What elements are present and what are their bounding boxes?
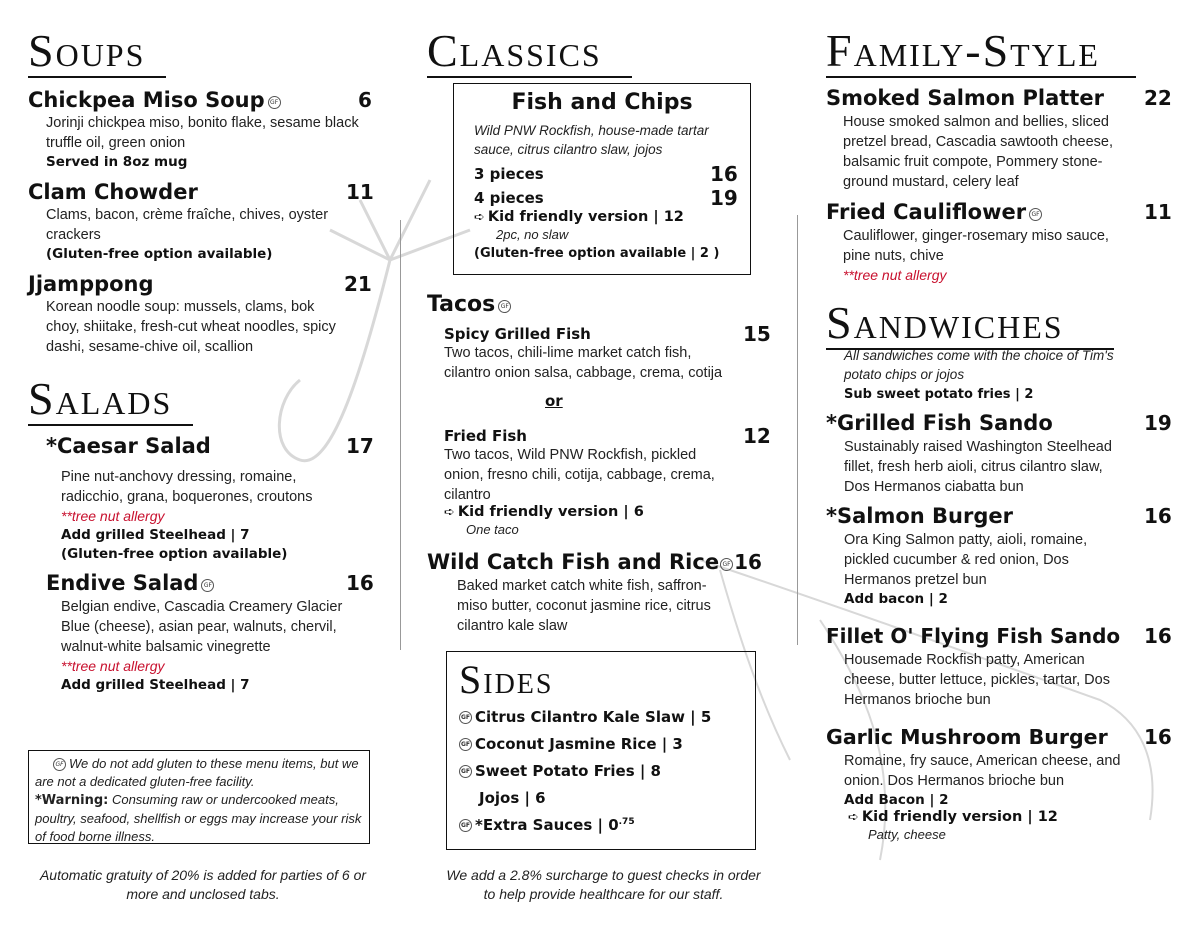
gluten-free-icon: GF (459, 711, 472, 724)
gluten-free-icon: GF (268, 96, 281, 109)
item-price: 22 (1144, 86, 1172, 110)
side-item (459, 791, 745, 818)
item-addon: Add grilled Steelhead | 7 (61, 527, 250, 543)
kid-friendly-option (474, 210, 738, 225)
salad-item (46, 436, 376, 564)
item-description: Jorinji chickpea miso, bonito flake, sesame black truffle oil, green onion (46, 115, 359, 151)
column-divider-left (400, 220, 401, 650)
item-description: Sustainably raised Washington Steelhead fillet, fresh herb aioli, citrus cilantro slaw, Dos Hermanos ciabatta bun (844, 439, 1112, 495)
kid-friendly-option (848, 810, 1176, 825)
family-style-heading: Family-Style (826, 28, 1136, 78)
item-description: Clams, bacon, crème fraîche, chives, oyster crackers (46, 207, 329, 243)
gluten-free-text: We do not add gluten to these menu items, but we are not a dedicated gluten-free facility. (35, 756, 359, 789)
gluten-free-icon: GF (201, 579, 214, 592)
salad-item (46, 573, 376, 695)
item-name: Fried Fish (444, 427, 527, 445)
item-name: Spicy Grilled Fish (444, 325, 591, 343)
fish-icon: ➪ (848, 810, 859, 825)
item-name: Jjamppong (28, 272, 154, 296)
gluten-free-icon: GF (459, 819, 472, 832)
portion-option (474, 164, 738, 188)
kid-friendly-label: Kid friendly version | 12 (487, 209, 684, 225)
warning-label: *Warning: (35, 793, 109, 808)
warning-text: Consuming raw or undercooked meats, poultry, seafood, shellfish or eggs may increase your risk of food borne illness. (35, 792, 362, 844)
soup-item (28, 274, 378, 357)
gluten-free-disclaimer (35, 755, 363, 791)
gluten-free-icon: GF (720, 558, 733, 571)
side-label: *Extra Sauces | 0 (475, 816, 619, 834)
item-price: 15 (743, 322, 771, 346)
fish-icon: ➪ (444, 505, 455, 520)
kid-friendly-note: One taco (466, 521, 519, 537)
item-name: Fillet O' Flying Fish Sando (826, 624, 1121, 648)
item-name: Wild Catch Fish and Rice (427, 550, 720, 574)
item-description: House smoked salmon and bellies, sliced pretzel bread, Cascadia sawtooth cheese, balsamic fruit compote, Pommery stone-ground mustard, celery leaf (843, 114, 1114, 190)
gluten-free-icon: GF (498, 300, 511, 313)
sides-box (446, 651, 756, 850)
portion-option (474, 188, 738, 210)
tacos-title: Tacos (427, 292, 496, 317)
sandwich-item (826, 727, 1176, 844)
item-name: Garlic Mushroom Burger (826, 725, 1108, 749)
side-item (459, 818, 745, 845)
side-item (459, 710, 745, 737)
item-description: Wild PNW Rockfish, house-made tartar sauce, citrus cilantro slaw, jojos (474, 123, 709, 157)
surcharge-note: We add a 2.8% surcharge to guest checks in order to help provide healthcare for our staff. (446, 867, 761, 902)
item-description: Baked market catch white fish, saffron-miso butter, coconut jasmine rice, citrus cilantro kale slaw (457, 578, 711, 634)
portion-label: 3 pieces (474, 165, 544, 183)
taco-item (444, 324, 774, 383)
item-note: Served in 8oz mug (46, 154, 188, 170)
side-label: Coconut Jasmine Rice | 3 (475, 735, 683, 753)
sandwiches-intro: All sandwiches come with the choice of Tim's potato chips or jojos (844, 348, 1114, 382)
item-name: Smoked Salmon Platter (826, 86, 1104, 110)
side-label: Jojos | 6 (479, 789, 546, 807)
side-label: Citrus Cilantro Kale Slaw | 5 (475, 708, 712, 726)
taco-item (444, 426, 774, 539)
kid-friendly-label: Kid friendly version | 12 (861, 809, 1058, 825)
column-divider-right (797, 215, 798, 645)
item-price: 11 (346, 180, 374, 204)
item-price: 16 (734, 550, 762, 574)
wild-catch-item (427, 552, 787, 636)
sides-heading: Sides (459, 657, 554, 702)
item-price: 19 (1144, 411, 1172, 435)
sandwiches-heading: Sandwiches (826, 300, 1114, 350)
item-price: 16 (346, 571, 374, 595)
item-addon: Add bacon | 2 (844, 591, 948, 607)
tacos-section (427, 294, 777, 316)
family-item (826, 88, 1176, 192)
side-item (459, 764, 745, 791)
classics-heading: Classics (427, 28, 632, 78)
item-name: *Salmon Burger (826, 504, 1013, 528)
item-addon: Add Bacon | 2 (844, 792, 949, 808)
gratuity-note: Automatic gratuity of 20% is added for parties of 6 or more and unclosed tabs. (39, 867, 367, 902)
side-item (459, 737, 745, 764)
allergy-note: **tree nut allergy (61, 658, 165, 674)
item-price: 11 (1144, 200, 1172, 224)
item-price: 16 (1144, 725, 1172, 749)
gluten-free-option: (Gluten-free option available | 2 ) (474, 245, 720, 261)
sandwich-item (826, 413, 1176, 497)
item-price: 17 (346, 434, 374, 458)
soups-heading: Soups (28, 28, 166, 78)
gluten-free-icon: GF (1029, 208, 1042, 221)
or-divider: or (545, 392, 563, 410)
item-price: 16 (1144, 504, 1172, 528)
gluten-free-icon: GF (459, 738, 472, 751)
kid-friendly-option (444, 505, 774, 520)
portion-label: 4 pieces (474, 189, 544, 207)
item-name: *Grilled Fish Sando (826, 411, 1053, 435)
item-name: Fish and Chips (511, 90, 693, 115)
fish-and-chips-box (453, 83, 751, 275)
item-description: Ora King Salmon patty, aioli, romaine, pickled cucumber & red onion, Dos Hermanos pretzel bun (844, 532, 1088, 588)
sides-list (459, 710, 745, 845)
portion-price: 19 (710, 186, 738, 210)
item-description: Romaine, fry sauce, American cheese, and onion. Dos Hermanos brioche bun (844, 753, 1121, 789)
salads-heading: Salads (28, 376, 193, 426)
item-price: 21 (344, 272, 372, 296)
item-price: 6 (358, 88, 372, 112)
side-label: Sweet Potato Fries | 8 (475, 762, 661, 780)
fish-icon: ➪ (474, 210, 485, 225)
sandwich-item (826, 506, 1176, 609)
kid-friendly-note: Patty, cheese (868, 826, 946, 842)
item-description: Pine nut-anchovy dressing, romaine, radicchio, grana, boquerones, croutons (61, 469, 313, 505)
item-name: Clam Chowder (28, 180, 198, 204)
portion-price: 16 (710, 162, 738, 186)
item-note: (Gluten-free option available) (46, 246, 273, 262)
allergy-note: **tree nut allergy (843, 267, 947, 283)
kid-friendly-note: 2pc, no slaw (496, 226, 569, 242)
allergy-note: **tree nut allergy (61, 508, 165, 524)
warning-disclaimer (35, 791, 363, 846)
item-price: 12 (743, 424, 771, 448)
item-name: Endive Salad (46, 571, 199, 595)
side-price-cents: .75 (618, 817, 635, 827)
soup-item (28, 182, 378, 264)
item-addon: Add grilled Steelhead | 7 (61, 677, 250, 693)
gluten-free-icon: GF (459, 765, 472, 778)
disclaimer-box (28, 750, 370, 844)
item-name: *Caesar Salad (46, 434, 211, 458)
item-name: Chickpea Miso Soup (28, 88, 265, 112)
item-price: 16 (1144, 624, 1172, 648)
item-note: (Gluten-free option available) (61, 546, 288, 562)
family-item (826, 202, 1176, 285)
sandwich-item (826, 626, 1176, 710)
kid-friendly-label: Kid friendly version | 6 (457, 504, 644, 520)
item-description: Housemade Rockfish patty, American cheese, butter lettuce, pickles, tartar, Dos Hermanos brioche bun (844, 652, 1110, 708)
item-description: Two tacos, Wild PNW Rockfish, pickled onion, fresno chili, cotija, cabbage, crema, cilantro (444, 447, 715, 503)
item-description: Two tacos, chili-lime market catch fish, cilantro onion salsa, cabbage, crema, cotija (444, 345, 723, 381)
item-name: Fried Cauliflower (826, 200, 1027, 224)
item-description: Korean noodle soup: mussels, clams, bok choy, shiitake, fresh-cut wheat noodles, spicy dashi, sesame-chive oil, scallion (46, 299, 336, 355)
soup-item (28, 90, 378, 172)
item-description: Cauliflower, ginger-rosemary miso sauce, pine nuts, chive (843, 228, 1109, 264)
gluten-free-icon: GF (53, 758, 66, 771)
item-description: Belgian endive, Cascadia Creamery Glacier Blue (cheese), asian pear, walnuts, chervil, walnut-white balsamic vinegrette (61, 599, 343, 655)
sandwiches-intro-sub: Sub sweet potato fries | 2 (844, 387, 1034, 402)
